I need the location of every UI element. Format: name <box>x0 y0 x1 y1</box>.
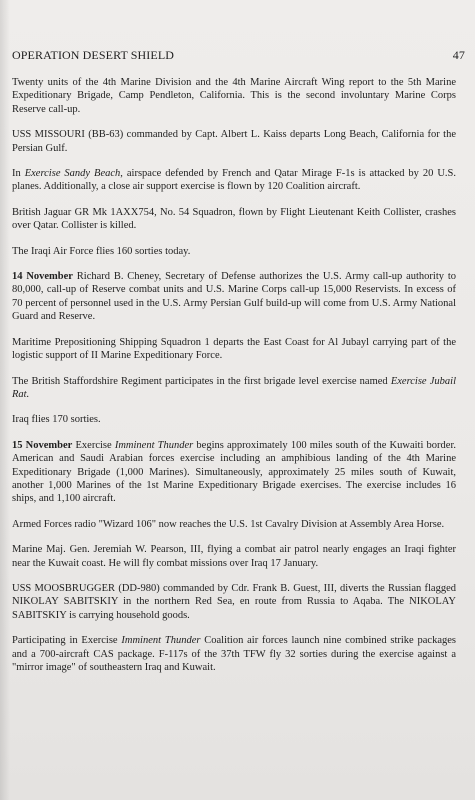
chronology-entry <box>12 518 456 531</box>
entry-text: Maritime Prepositioning Shipping Squadron 1 departs the East Coast for Al Jubayl carrying part of the logistic support of II Marine Expeditionary Force. <box>12 336 456 362</box>
entry-text: Marine Maj. Gen. Jeremiah W. Pearson, III, flying a combat air patrol nearly engages an Iraqi fighter near the Kuwait coast. He will fly combat missions over Iraq 17 January. <box>12 544 456 569</box>
entry-date: 14 November <box>12 271 73 283</box>
entry-text-tail: Coalition air forces launch nine combined strike packages and a 700-aircraft CAS package. F-117s of the 37th TFW fly 32 sorties during the exercise against a "mirror image" of southeastern Iraq and Kuwait. <box>12 635 456 673</box>
chronology-entry <box>12 336 456 363</box>
chronology-entry <box>12 167 456 194</box>
entry-text: Participating in Exercise <box>12 635 122 647</box>
entry-text: The Iraqi Air Force flies 160 sorties today. <box>12 245 191 257</box>
page-number: 47 <box>452 48 465 62</box>
entry-text-tail: , airspace defended by French and Qatar Mirage F-1s is attacked by 20 U.S. planes. Additionally, a close air support exercise is flown by 120 Coalition aircraft. <box>12 168 457 193</box>
chronology-entry <box>12 76 456 116</box>
chronology-entry <box>12 245 456 258</box>
page-gutter-shadow <box>0 0 10 800</box>
entry-text: USS MISSOURI (BB-63) commanded by Capt. Albert L. Kaiss departs Long Beach, California for the Persian Gulf. <box>12 129 456 154</box>
chronology-entry <box>12 582 456 622</box>
chronology-entry <box>12 543 456 570</box>
chronology-entry <box>12 128 456 155</box>
entry-text: Iraq flies 170 sorties. <box>12 414 101 426</box>
entry-italic: Imminent Thunder <box>121 635 201 647</box>
entry-text: Richard B. Cheney, Secretary of Defense authorizes the U.S. Army call-up authority to 80,000, call-up of Reserve combat units and U.S. Marine Corps call-up 15,000 Reservists. In excess of 70 percent of personnel used in the U.S. Army Persian Gulf build-up will come from U.S. Army National Guard and Reserve. <box>12 271 456 323</box>
entry-date: 15 November <box>12 439 73 451</box>
chronology-entry <box>12 375 456 402</box>
entry-text: USS MOOSBRUGGER (DD-980) commanded by Cdr. Frank B. Guest, III, diverts the Russian flagged NIKOLAY SABITSKIY in the northern Red Sea, en route from Russia to Aqaba. The NIKOLAY SABITSKIY is carrying household goods. <box>12 582 456 621</box>
entry-text: Exercise <box>72 439 115 451</box>
entry-text: Twenty units of the 4th Marine Division and the 4th Marine Aircraft Wing report to the 5th Marine Expeditionary Brigade, Camp Pendleton, California. This is the second involuntary Marine Corps Reserve call-up. <box>12 77 456 115</box>
chronology-entry <box>12 206 456 233</box>
chronology-entry <box>12 413 456 426</box>
entry-italic: Exercise Jubail Rat. <box>12 375 456 400</box>
entry-text: In <box>12 168 25 180</box>
entry-text: The British Staffordshire Regiment participates in the first brigade level exercise named <box>12 375 391 387</box>
entry-text-tail: begins approximately 100 miles south of the Kuwaiti border. American and Saudi Arabian forces exercise including an amphibious landing of the 4th Marine Expeditionary Brigade (1,000 Marines). Simultaneously, approximately 25 miles south of Kuwait, another 1,000 Marines of the 1st Marine Expeditionary Brigade exercises. The exercise includes 16 ships, and 1,100 aircraft. <box>12 439 456 505</box>
page-body <box>12 76 456 686</box>
running-title: OPERATION DESERT SHIELD <box>12 48 175 62</box>
chronology-entry <box>12 439 456 506</box>
chronology-entry <box>12 634 456 674</box>
chronology-entry <box>12 270 456 324</box>
entry-italic: Exercise Sandy Beach <box>24 168 121 180</box>
entry-text: Armed Forces radio "Wizard 106" now reaches the U.S. 1st Cavalry Division at Assembly Area Horse. <box>12 518 445 530</box>
entry-italic: Imminent Thunder <box>114 439 194 451</box>
entry-text: British Jaguar GR Mk 1AXX754, No. 54 Squadron, flown by Flight Lieutenant Keith Collister, crashes over Qatar. Collister is killed. <box>12 206 456 232</box>
